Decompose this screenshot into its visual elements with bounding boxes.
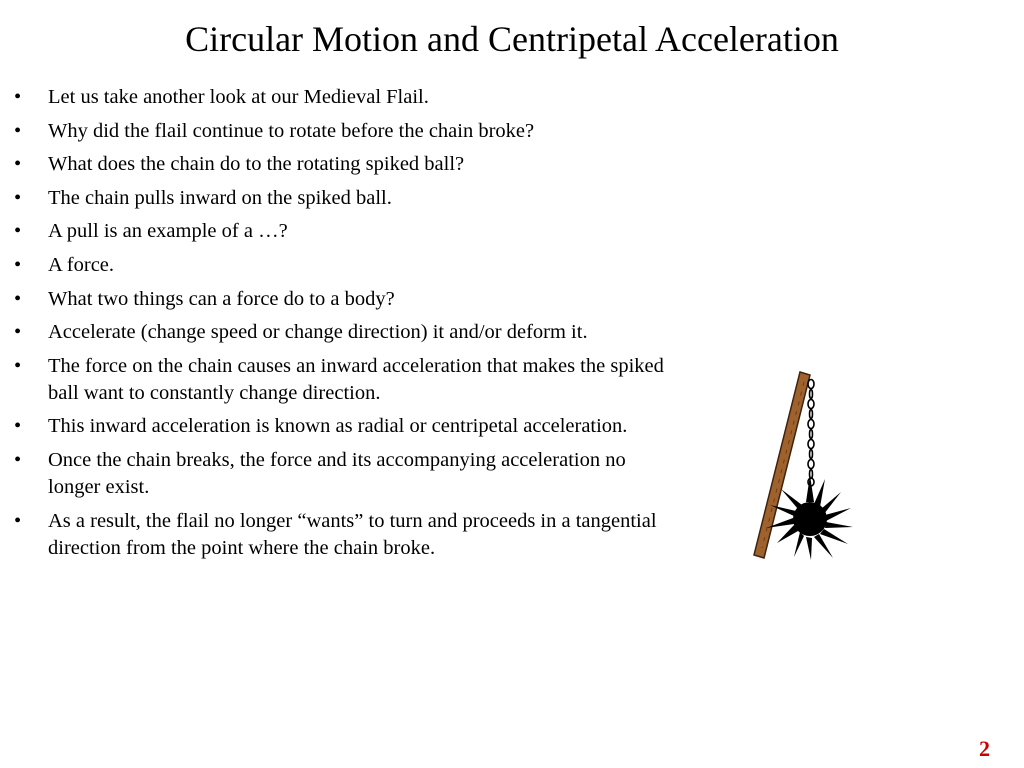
bullet-item (14, 319, 674, 346)
bullet-item (14, 118, 674, 145)
bullet-icon: • (14, 186, 22, 209)
bullet-text: Why did the flail continue to rotate before the chain broke? (48, 119, 535, 142)
bullet-text: What two things can a force do to a body? (48, 287, 395, 310)
bullet-icon: • (14, 287, 22, 310)
bullet-icon: • (14, 448, 22, 471)
bullet-item (14, 151, 674, 178)
spiked-ball (793, 502, 827, 536)
bullet-item (14, 286, 674, 313)
bullet-icon: • (14, 253, 22, 276)
bullet-item (14, 185, 674, 212)
bullet-icon: • (14, 153, 22, 176)
bullet-icon: • (14, 119, 22, 142)
bullet-item (14, 413, 674, 440)
bullet-icon: • (14, 509, 22, 532)
bullet-item (14, 84, 674, 111)
bullet-item (14, 447, 674, 501)
chain (808, 380, 814, 487)
bullet-icon: • (14, 86, 22, 108)
page-number: 2 (979, 736, 990, 761)
bullet-item (14, 508, 674, 562)
bullet-text: Accelerate (change speed or change direction) it and/or deform it. (48, 321, 588, 344)
bullet-icon: • (14, 220, 22, 243)
bullet-text: The chain pulls inward on the spiked ball. (48, 186, 392, 209)
bullet-item (14, 252, 674, 279)
bullet-text: A pull is an example of a …? (48, 220, 288, 243)
bullet-text: The force on the chain causes an inward acceleration that makes the spiked ball want to constantly change direction. (48, 354, 664, 404)
bullet-text: This inward acceleration is known as radial or centripetal acceleration. (48, 415, 628, 438)
slide-title: Circular Motion and Centripetal Acceleration (185, 19, 839, 59)
bullet-icon: • (14, 354, 22, 377)
bullet-item (14, 218, 674, 245)
bullet-text: Let us take another look at our Medieval Flail. (48, 86, 429, 108)
bullet-item (14, 353, 674, 407)
bullet-icon: • (14, 415, 22, 438)
bullet-text: Once the chain breaks, the force and its accompanying acceleration no longer exist. (48, 448, 626, 498)
flail-illustration (744, 368, 864, 560)
bullet-list (14, 84, 674, 568)
bullet-text: As a result, the flail no longer “wants” to turn and proceeds in a tangential direction from the point where the chain broke. (48, 509, 657, 559)
bullet-text: What does the chain do to the rotating spiked ball? (48, 153, 465, 176)
bullet-text: A force. (48, 253, 115, 276)
bullet-icon: • (14, 321, 22, 344)
